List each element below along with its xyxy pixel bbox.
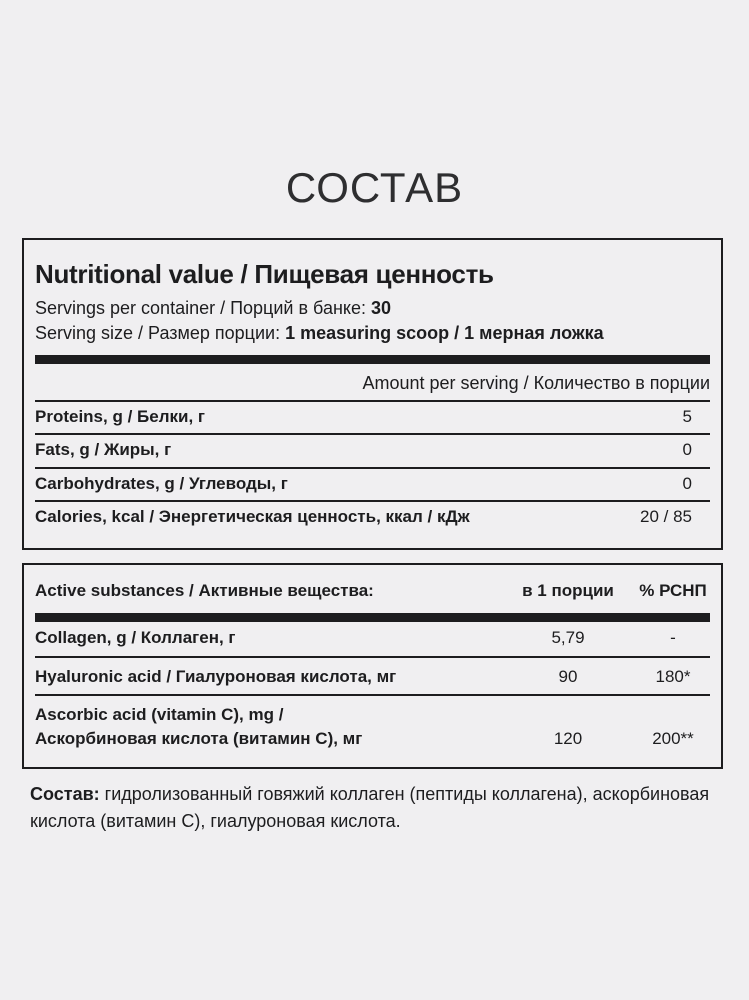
row-percent: 180* (655, 667, 691, 686)
divider (35, 694, 710, 696)
divider-thick (35, 613, 710, 622)
table-row (35, 404, 710, 430)
row-percent: - (670, 628, 676, 647)
active-substances-table (22, 563, 723, 769)
divider (35, 500, 710, 502)
nutrition-heading: Nutritional value / Пищевая ценность (35, 259, 494, 289)
amount-header: Amount per serving / Количество в порции (362, 373, 710, 393)
table-row (35, 504, 710, 530)
row-label-line2: Аскорбиновая кислота (витамин С), мг (35, 729, 363, 748)
serving-size-value: 1 measuring scoop / 1 мерная ложка (285, 323, 604, 343)
row-label: Hyaluronic acid / Гиалуроновая кислота, мг (35, 667, 397, 686)
nutrition-table (22, 238, 723, 550)
row-value: 120 (553, 729, 583, 748)
divider-thick (35, 355, 710, 364)
divider (35, 656, 710, 658)
row-value: 5 (682, 407, 692, 426)
row-label: Calories, kcal / Энергетическая ценность, ккал / кДж (35, 507, 470, 526)
divider (35, 467, 710, 469)
row-percent: 200** (652, 729, 694, 748)
divider (35, 400, 710, 402)
row-label: Collagen, g / Коллаген, г (35, 628, 236, 647)
composition-body: гидролизованный говяжий коллаген (пептиды коллагена), аскорбиновая кислота (витамин С), гиалуроновая кислота. (30, 784, 710, 831)
table-row (35, 471, 710, 497)
row-value: 0 (682, 440, 692, 459)
row-value: 0 (682, 474, 692, 493)
table-row (35, 437, 710, 463)
servings-value: 30 (370, 298, 392, 318)
composition-label: Состав: (30, 784, 100, 804)
servings-label: Servings per container / Порций в банке: (35, 298, 371, 318)
row-value: 20 / 85 (640, 507, 692, 526)
row-label: Fats, g / Жиры, г (35, 440, 172, 459)
composition-text (30, 781, 730, 835)
row-value: 90 (558, 667, 578, 686)
row-label-line1: Ascorbic acid (vitamin C), mg / (35, 705, 284, 724)
servings-line (35, 296, 391, 320)
serving-size-label: Serving size / Размер порции: (35, 323, 286, 343)
active-header-rsnp: % РСНП (639, 581, 707, 600)
active-header-label: Active substances / Активные вещества: (35, 581, 374, 600)
serving-size-line (35, 321, 604, 345)
active-header-per-serving: в 1 порции (522, 581, 614, 600)
row-label: Proteins, g / Белки, г (35, 407, 205, 426)
row-value: 5,79 (551, 628, 585, 647)
row-label: Carbohydrates, g / Углеводы, г (35, 474, 288, 493)
divider (35, 433, 710, 435)
page-title: СОСТАВ (285, 164, 464, 211)
